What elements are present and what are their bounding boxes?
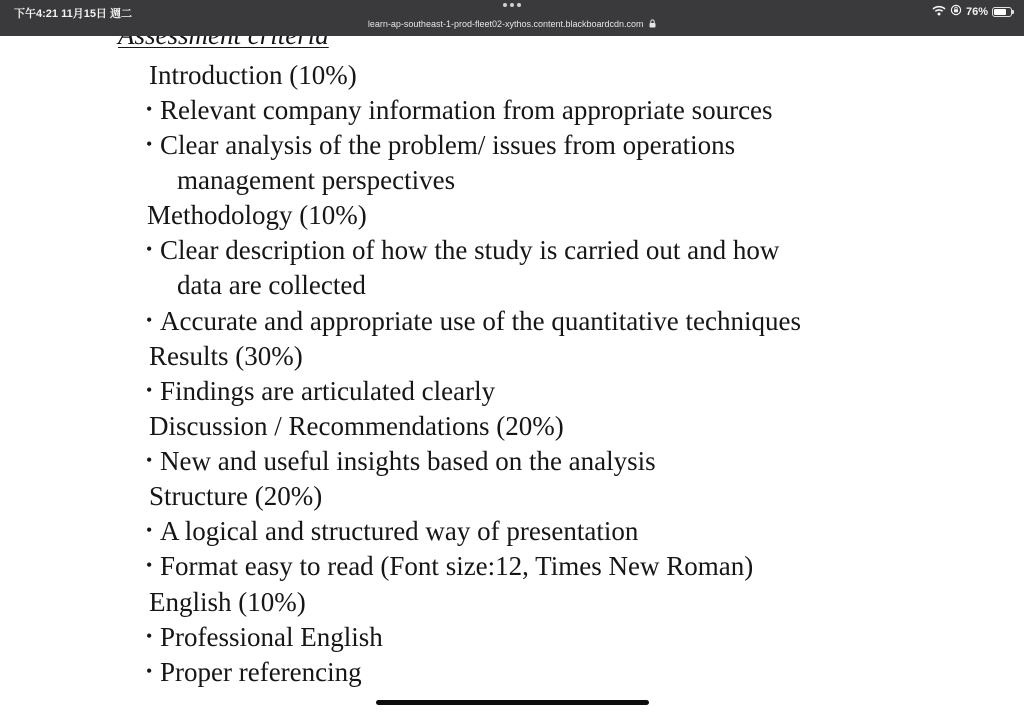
bullet-item	[146, 656, 362, 691]
address-url[interactable]	[0, 19, 1024, 30]
battery-percent: 76%	[965, 5, 988, 18]
orientation-lock-icon	[950, 4, 962, 19]
battery-level	[994, 9, 1006, 15]
bullet-icon: •	[146, 450, 153, 470]
bullet-icon: •	[146, 626, 153, 646]
bullet-item	[146, 234, 779, 269]
bullet-text: Clear analysis of the problem/ issues from operations	[160, 130, 736, 160]
bullet-item	[146, 550, 753, 585]
bullet-item	[146, 621, 383, 656]
bullet-text: Proper referencing	[160, 657, 362, 687]
bullet-icon: •	[146, 661, 153, 681]
bullet-text: Format easy to read (Font size:12, Times New Roman)	[160, 551, 754, 581]
bullet-continuation: management perspectives	[177, 165, 456, 195]
wifi-icon	[932, 5, 946, 19]
status-indicators	[932, 4, 1012, 19]
status-time-date: 下午4:21 11月15日 週二	[14, 8, 132, 20]
multitasking-menu-icon[interactable]	[503, 3, 521, 7]
lock-icon	[649, 19, 656, 30]
section-title-structure: Structure (20%)	[149, 481, 323, 511]
bullet-item	[146, 305, 801, 340]
bullet-icon: •	[146, 380, 153, 400]
home-indicator[interactable]	[376, 700, 649, 705]
status-bar	[0, 0, 1024, 36]
bullet-text: Clear description of how the study is carried out and how	[160, 235, 780, 265]
bullet-continuation: data are collected	[177, 270, 366, 300]
bullet-item	[146, 445, 656, 480]
section-title-results: Results (30%)	[149, 341, 303, 371]
bullet-text: Relevant company information from appropriate sources	[160, 95, 773, 125]
bullet-item	[146, 375, 495, 410]
bullet-text: A logical and structured way of presentation	[160, 516, 639, 546]
bullet-text: Findings are articulated clearly	[160, 376, 496, 406]
bullet-icon: •	[146, 555, 153, 575]
bullet-icon: •	[146, 239, 153, 259]
section-title-introduction: Introduction (10%)	[149, 60, 357, 90]
bullet-text: Professional English	[160, 622, 383, 652]
url-text: learn-ap-southeast-1-prod-fleet02-xythos.content.blackboardcdn.com	[367, 19, 644, 29]
bullet-item	[146, 94, 773, 129]
bullet-item	[146, 515, 638, 550]
battery-icon	[992, 7, 1012, 17]
bullet-text: New and useful insights based on the analysis	[160, 446, 656, 476]
bullet-icon: •	[146, 310, 153, 330]
bullet-text: Accurate and appropriate use of the quantitative techniques	[160, 306, 801, 336]
bullet-icon: •	[146, 134, 153, 154]
bullet-item	[146, 129, 735, 164]
section-title-english: English (10%)	[149, 587, 306, 617]
section-title-methodology: Methodology (10%)	[147, 200, 367, 230]
bullet-icon: •	[146, 520, 153, 540]
section-title-discussion: Discussion / Recommendations (20%)	[149, 411, 564, 441]
bullet-icon: •	[146, 99, 153, 119]
